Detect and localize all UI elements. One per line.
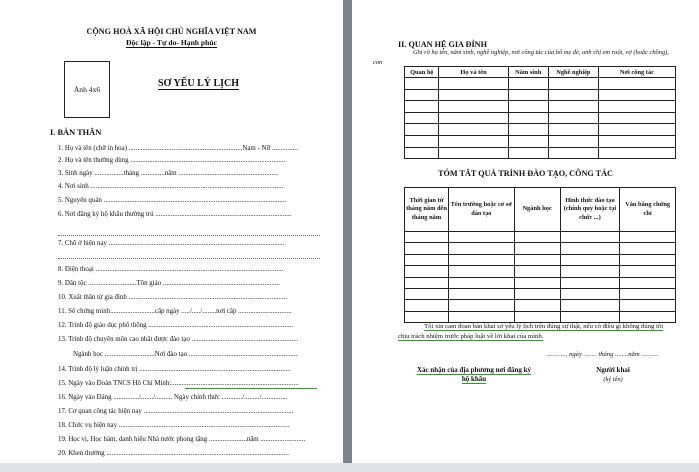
table-cell[interactable] (405, 112, 439, 124)
table-row (405, 311, 676, 322)
table-row (405, 243, 676, 254)
table-cell[interactable] (405, 254, 449, 265)
training-header-cell: Hình thức đào tạo (chính quy hoặc tại chức ...) (560, 188, 620, 232)
signature-left: Xác nhận của địa phương nơi đăng ký hộ khẩu (416, 366, 532, 383)
table-cell[interactable] (405, 232, 449, 243)
table-row (405, 89, 676, 101)
table-cell[interactable] (405, 266, 449, 277)
table-cell[interactable] (508, 147, 548, 159)
table-cell[interactable] (560, 311, 620, 322)
table-cell[interactable] (598, 78, 675, 90)
field-line: 12. Trình độ giáo dục phổ thông .................................................................................... (58, 322, 294, 329)
family-header-cell: Nghề nghiệp (548, 67, 598, 78)
table-cell[interactable] (508, 124, 548, 136)
field-line: 10. Xuất thân từ gia đình ............................................................................................ (58, 294, 288, 301)
family-header-cell: Nơi công tác (598, 67, 675, 78)
table-cell[interactable] (514, 277, 560, 288)
training-header-cell: Văn bằng chứng chỉ (620, 188, 676, 232)
table-cell[interactable] (439, 112, 508, 124)
table-cell[interactable] (405, 101, 439, 113)
table-cell[interactable] (449, 266, 514, 277)
table-cell[interactable] (620, 277, 676, 288)
field-line: 6. Nơi đăng ký hộ khẩu thường trú ............................................................................... (58, 211, 292, 218)
table-cell[interactable] (405, 277, 449, 288)
training-table (404, 187, 676, 323)
table-cell[interactable] (449, 311, 514, 322)
table-cell[interactable] (449, 243, 514, 254)
table-cell[interactable] (405, 78, 439, 90)
training-table-header (405, 188, 676, 232)
table-cell[interactable] (405, 300, 449, 311)
section-family-note: Ghi rõ họ tên, năm sinh, nghề nghiệp, nơi công tác của bố mẹ đẻ, anh chị em ruột, vợ (hoặc chồng), con (373, 49, 669, 66)
field-line: 11. Số chứng minh..........................cấp ngày ...../...../........nơi cấp ............................... (58, 308, 292, 315)
table-cell[interactable] (439, 78, 508, 90)
table-cell[interactable] (620, 254, 676, 265)
section-family-title: II. QUAN HỆ GIA ĐÌNH (398, 40, 487, 49)
signature-right (568, 366, 658, 384)
table-cell[interactable] (514, 254, 560, 265)
table-cell[interactable] (405, 135, 439, 147)
family-header-cell: Năm sinh (508, 67, 548, 78)
field-line: 17. Cơ quan công tác hiện nay ....................................................................................... (58, 408, 294, 415)
table-cell[interactable] (405, 124, 439, 136)
field-line: 8. Điện thoại ............................................................................................................. (58, 266, 284, 273)
dotted-line (58, 235, 320, 236)
field-line: 20. Khen thưởng .......................................................................................................... (58, 450, 289, 457)
table-cell[interactable] (560, 277, 620, 288)
field-line: 4. Nơi sinh ................................................................................................................ (58, 183, 284, 190)
table-cell[interactable] (598, 101, 675, 113)
table-cell[interactable] (514, 266, 560, 277)
national-title: CỘNG HOÀ XÃ HỘI CHỦ NGHĨA VIỆT NAM (86, 27, 257, 36)
table-row (405, 266, 676, 277)
table-cell[interactable] (439, 89, 508, 101)
table-cell[interactable] (439, 147, 508, 159)
table-cell[interactable] (560, 300, 620, 311)
table-cell[interactable] (439, 135, 508, 147)
field-line: 15. Ngày vào Đoàn TNCS Hồ Chí Minh:.......................................................................... (58, 380, 299, 387)
field-line: 18. Chức vụ hiện nay ................................................................................................... (58, 422, 290, 429)
table-cell[interactable] (620, 300, 676, 311)
table-row (405, 232, 676, 243)
training-header-cell: Ngành học (514, 188, 560, 232)
table-cell[interactable] (405, 288, 449, 299)
field-line: 5. Nguyên quán .......................................................................................................... (58, 197, 287, 204)
table-cell[interactable] (548, 135, 598, 147)
table-cell[interactable] (548, 112, 598, 124)
table-row (405, 300, 676, 311)
table-cell[interactable] (620, 266, 676, 277)
table-cell[interactable] (449, 254, 514, 265)
table-cell[interactable] (548, 101, 598, 113)
table-row (405, 288, 676, 299)
table-cell[interactable] (598, 112, 675, 124)
table-cell[interactable] (405, 243, 449, 254)
training-header-cell: Thời gian từ tháng năm đến tháng năm (405, 188, 449, 232)
field-line: 7. Chỗ ở hiện nay ...................................................................................................... (58, 240, 285, 247)
table-cell[interactable] (598, 135, 675, 147)
signature-right-title: Người khai (596, 366, 630, 374)
table-cell[interactable] (560, 254, 620, 265)
table-row (405, 112, 676, 124)
table-cell[interactable] (514, 288, 560, 299)
table-cell[interactable] (508, 112, 548, 124)
table-cell[interactable] (405, 89, 439, 101)
table-cell[interactable] (514, 311, 560, 322)
table-cell[interactable] (439, 101, 508, 113)
table-cell[interactable] (449, 232, 514, 243)
family-header-cell: Họ và tên (439, 67, 508, 78)
table-cell[interactable] (560, 266, 620, 277)
national-motto: Độc lập - Tự do- Hạnh phúc (126, 38, 217, 47)
table-cell[interactable] (449, 300, 514, 311)
table-cell[interactable] (560, 243, 620, 254)
field-line: 19. Học vị, Học hàm, danh hiệu Nhà nước phong tặng ......................năm .......................... (58, 436, 306, 443)
table-cell[interactable] (598, 147, 675, 159)
field-line: 13. Trình độ chuyên môn cao nhất được đào tạo .............................................................. (58, 336, 299, 343)
table-row (405, 135, 676, 147)
table-cell[interactable] (548, 78, 598, 90)
table-row (405, 101, 676, 113)
field-line: 16. Ngày vào Đảng .............../......./.......... Ngày chính thức ............/........./............... (58, 394, 288, 401)
document-title: SƠ YẾU LÝ LỊCH (158, 78, 240, 89)
declaration-text: Tôi xin cam đoan bản khai sơ yếu lý lịch trên đúng sự thật, nếu có điều gì không đúng tôi chịu trách nhiệm trước pháp luật về lời khai của mình. (398, 323, 664, 340)
field-line: 3. Sinh ngày .................tháng ..............năm .......................................................... (58, 170, 279, 177)
table-row (405, 78, 676, 90)
table-row (405, 147, 676, 159)
table-cell[interactable] (449, 288, 514, 299)
table-row (405, 254, 676, 265)
family-table (404, 66, 676, 159)
table-row (405, 277, 676, 288)
table-cell[interactable] (620, 243, 676, 254)
training-header-cell: Tên trường hoặc cơ sở đào tạo (449, 188, 514, 232)
field-line: 1. Họ và tên (chữ in hoa) ..................................................................Nam - Nữ ............... (58, 145, 298, 152)
table-cell[interactable] (548, 89, 598, 101)
section-personal-title: I. BẢN THÂN (50, 128, 102, 137)
field-line: Ngành học .............................Nơi đào tạo ............................................................... (73, 351, 298, 358)
table-cell[interactable] (514, 243, 560, 254)
table-cell[interactable] (449, 277, 514, 288)
page-separator (343, 0, 352, 463)
table-cell[interactable] (439, 124, 508, 136)
signature-right-sub: (ký tên) (603, 376, 623, 383)
document-page-2 (352, 0, 699, 463)
document-page-1 (0, 0, 343, 463)
table-cell[interactable] (514, 300, 560, 311)
table-cell[interactable] (620, 232, 676, 243)
photo-placeholder: Ảnh 4x6 (64, 61, 110, 118)
table-cell[interactable] (560, 288, 620, 299)
field-line: 2. Họ và tên thường dùng .......................................................................................... (58, 157, 286, 164)
table-row (405, 124, 676, 136)
table-cell[interactable] (620, 288, 676, 299)
table-cell[interactable] (548, 147, 598, 159)
table-cell[interactable] (514, 232, 560, 243)
status-bar (0, 463, 699, 472)
table-cell[interactable] (405, 147, 439, 159)
table-cell[interactable] (405, 311, 449, 322)
field-line: 14. Trình độ lý luận chính trị ........................................................................................ (58, 366, 291, 373)
table-cell[interactable] (620, 311, 676, 322)
table-cell[interactable] (548, 124, 598, 136)
table-cell[interactable] (508, 89, 548, 101)
table-cell[interactable] (560, 232, 620, 243)
field-line: 9. Dân tộc ............................Tôn giáo .................................................................... (58, 280, 281, 287)
table-cell[interactable] (508, 135, 548, 147)
green-underline (185, 388, 317, 389)
family-table-header (405, 67, 676, 78)
section-training-title: TÓM TẮT QUÁ TRÌNH ĐÀO TẠO, CÔNG TÁC (438, 169, 613, 178)
date-line: ............, ngày ........ tháng ........năm .......... (546, 351, 658, 358)
table-cell[interactable] (598, 89, 675, 101)
dotted-line (58, 258, 320, 259)
table-cell[interactable] (598, 124, 675, 136)
table-cell[interactable] (508, 101, 548, 113)
table-cell[interactable] (508, 78, 548, 90)
family-header-cell: Quan hệ (405, 67, 439, 78)
